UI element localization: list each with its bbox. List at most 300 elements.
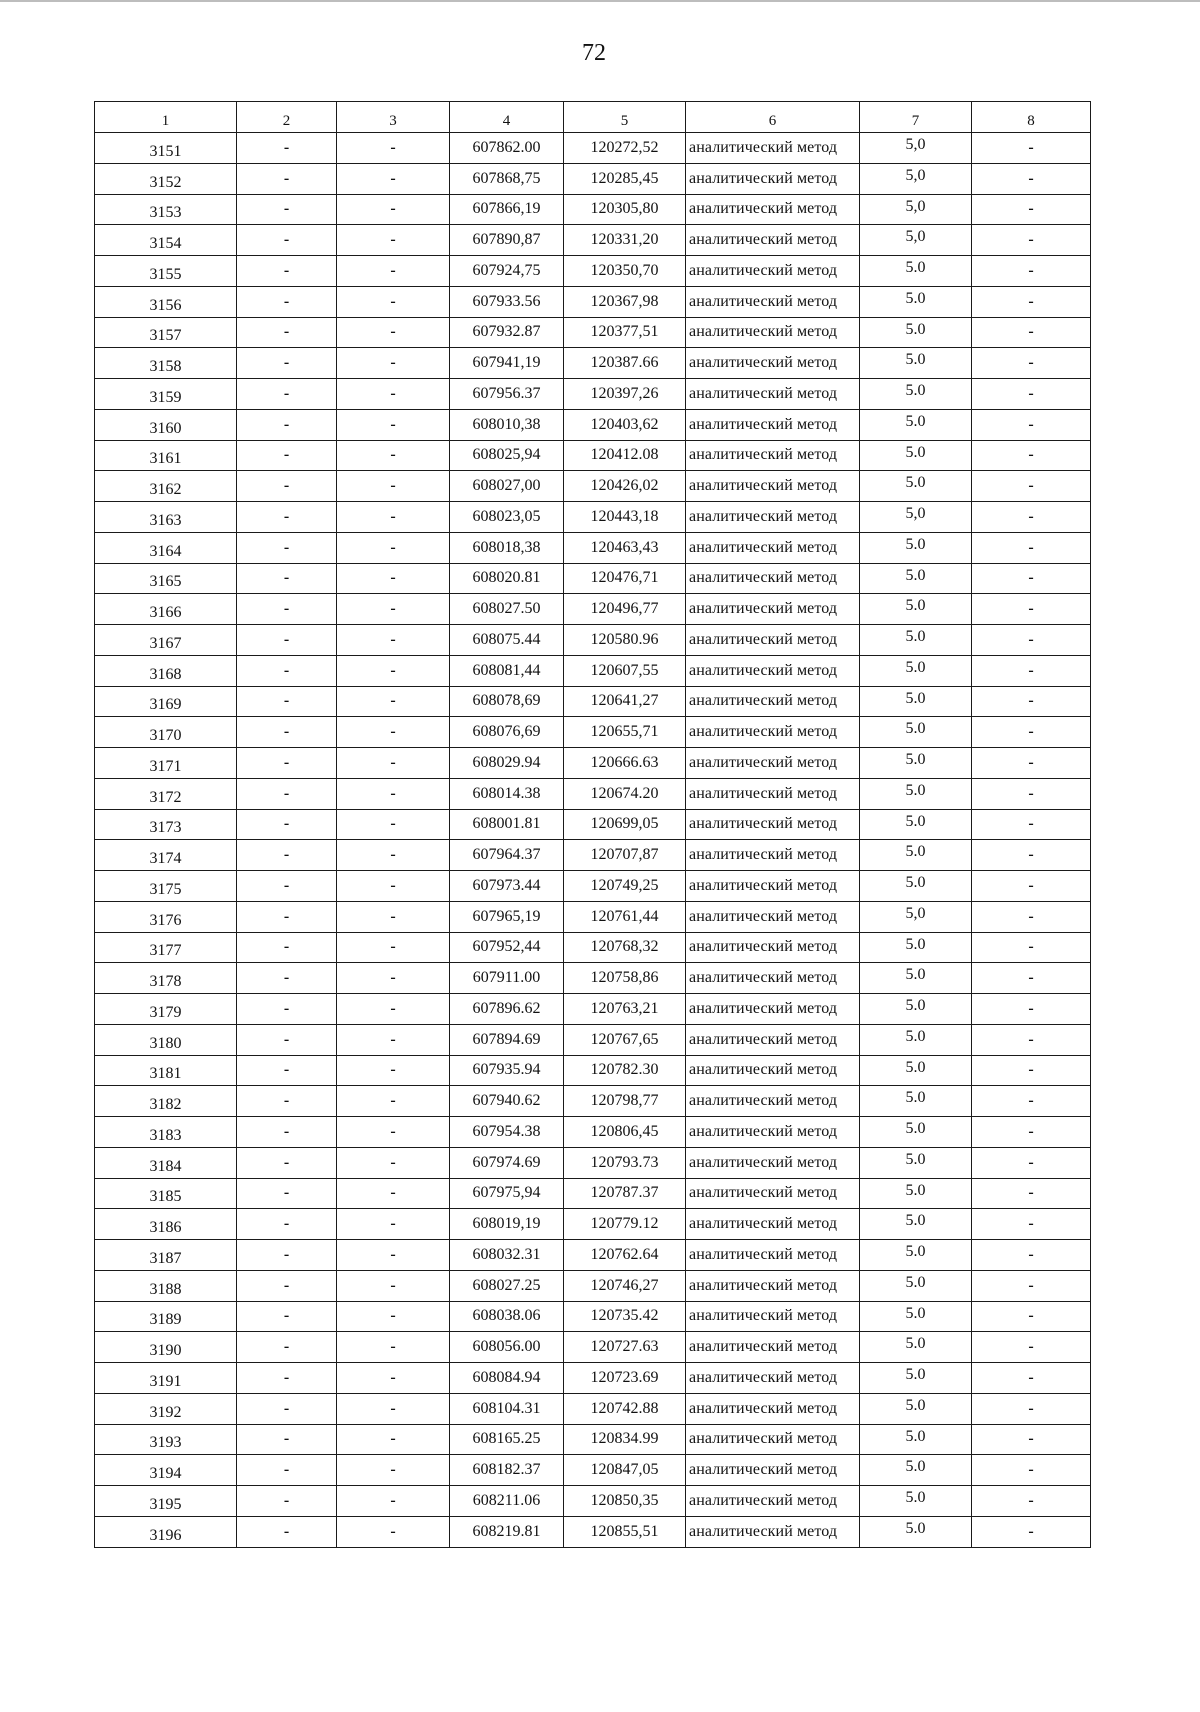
method-cell: аналитический метод	[686, 1055, 860, 1086]
x-coordinate-cell: 608078,69	[450, 686, 564, 717]
y-coordinate-cell: 120746,27	[564, 1270, 686, 1301]
page-top-border	[0, 0, 1200, 2]
accuracy-cell: 5.0	[860, 1516, 972, 1547]
point-number-cell: 3194	[95, 1455, 237, 1486]
method-cell: аналитический метод	[686, 1240, 860, 1271]
table-body	[95, 133, 1091, 1548]
col2-cell: -	[237, 1332, 337, 1363]
y-coordinate-cell: 120735.42	[564, 1301, 686, 1332]
x-coordinate-cell: 607933.56	[450, 286, 564, 317]
col8-cell: -	[972, 809, 1091, 840]
x-coordinate-cell: 608019,19	[450, 1209, 564, 1240]
col3-cell: -	[337, 1516, 450, 1547]
accuracy-cell: 5.0	[860, 655, 972, 686]
y-coordinate-cell: 120426,02	[564, 471, 686, 502]
accuracy-cell: 5.0	[860, 563, 972, 594]
col8-cell: -	[972, 532, 1091, 563]
col8-cell: -	[972, 286, 1091, 317]
table-row	[95, 1455, 1091, 1486]
table-row	[95, 840, 1091, 871]
col3-cell: -	[337, 871, 450, 902]
y-coordinate-cell: 120496,77	[564, 594, 686, 625]
x-coordinate-cell: 608010,38	[450, 409, 564, 440]
point-number-cell: 3189	[95, 1301, 237, 1332]
method-cell: аналитический метод	[686, 1455, 860, 1486]
x-coordinate-cell: 607862.00	[450, 133, 564, 164]
y-coordinate-cell: 120607,55	[564, 655, 686, 686]
col8-cell: -	[972, 1024, 1091, 1055]
col8-cell: -	[972, 256, 1091, 287]
method-cell: аналитический метод	[686, 963, 860, 994]
col2-cell: -	[237, 286, 337, 317]
col3-cell: -	[337, 440, 450, 471]
method-cell: аналитический метод	[686, 1209, 860, 1240]
col8-cell: -	[972, 1455, 1091, 1486]
table-row	[95, 133, 1091, 164]
col2-cell: -	[237, 1240, 337, 1271]
col8-cell: -	[972, 379, 1091, 410]
col8-cell: -	[972, 778, 1091, 809]
y-coordinate-cell: 120834.99	[564, 1424, 686, 1455]
method-cell: аналитический метод	[686, 317, 860, 348]
col8-cell: -	[972, 1301, 1091, 1332]
x-coordinate-cell: 608081,44	[450, 655, 564, 686]
table-row	[95, 1055, 1091, 1086]
col2-cell: -	[237, 625, 337, 656]
x-coordinate-cell: 607911.00	[450, 963, 564, 994]
col2-cell: -	[237, 686, 337, 717]
point-number-cell: 3179	[95, 994, 237, 1025]
table-row	[95, 1147, 1091, 1178]
method-cell: аналитический метод	[686, 440, 860, 471]
point-number-cell: 3155	[95, 256, 237, 287]
col8-cell: -	[972, 840, 1091, 871]
col8-cell: -	[972, 409, 1091, 440]
col3-cell: -	[337, 563, 450, 594]
x-coordinate-cell: 608023,05	[450, 502, 564, 533]
col2-cell: -	[237, 1301, 337, 1332]
y-coordinate-cell: 120761,44	[564, 901, 686, 932]
method-cell: аналитический метод	[686, 686, 860, 717]
accuracy-cell: 5.0	[860, 1055, 972, 1086]
col8-cell: -	[972, 655, 1091, 686]
x-coordinate-cell: 608182.37	[450, 1455, 564, 1486]
x-coordinate-cell: 608032.31	[450, 1240, 564, 1271]
col8-cell: -	[972, 1270, 1091, 1301]
col2-cell: -	[237, 163, 337, 194]
column-header: 3	[337, 102, 450, 133]
col8-cell: -	[972, 348, 1091, 379]
col2-cell: -	[237, 901, 337, 932]
col3-cell: -	[337, 1424, 450, 1455]
point-number-cell: 3190	[95, 1332, 237, 1363]
method-cell: аналитический метод	[686, 1117, 860, 1148]
col2-cell: -	[237, 1117, 337, 1148]
method-cell: аналитический метод	[686, 1147, 860, 1178]
table-row	[95, 1270, 1091, 1301]
x-coordinate-cell: 608084.94	[450, 1363, 564, 1394]
accuracy-cell: 5.0	[860, 840, 972, 871]
point-number-cell: 3156	[95, 286, 237, 317]
col2-cell: -	[237, 748, 337, 779]
point-number-cell: 3165	[95, 563, 237, 594]
col3-cell: -	[337, 1332, 450, 1363]
y-coordinate-cell: 120798,77	[564, 1086, 686, 1117]
accuracy-cell: 5.0	[860, 532, 972, 563]
col2-cell: -	[237, 440, 337, 471]
y-coordinate-cell: 120782.30	[564, 1055, 686, 1086]
col8-cell: -	[972, 563, 1091, 594]
col3-cell: -	[337, 994, 450, 1025]
table-row	[95, 625, 1091, 656]
accuracy-cell: 5.0	[860, 1332, 972, 1363]
col2-cell: -	[237, 471, 337, 502]
method-cell: аналитический метод	[686, 1086, 860, 1117]
x-coordinate-cell: 608219.81	[450, 1516, 564, 1547]
col8-cell: -	[972, 901, 1091, 932]
y-coordinate-cell: 120367,98	[564, 286, 686, 317]
point-number-cell: 3161	[95, 440, 237, 471]
y-coordinate-cell: 120787.37	[564, 1178, 686, 1209]
table-row	[95, 1516, 1091, 1547]
table-row	[95, 379, 1091, 410]
accuracy-cell: 5.0	[860, 1486, 972, 1517]
accuracy-cell: 5.0	[860, 1455, 972, 1486]
col3-cell: -	[337, 1486, 450, 1517]
col2-cell: -	[237, 1086, 337, 1117]
point-number-cell: 3178	[95, 963, 237, 994]
y-coordinate-cell: 120443,18	[564, 502, 686, 533]
point-number-cell: 3183	[95, 1117, 237, 1148]
table-row	[95, 440, 1091, 471]
col2-cell: -	[237, 1516, 337, 1547]
y-coordinate-cell: 120463,43	[564, 532, 686, 563]
col2-cell: -	[237, 1486, 337, 1517]
accuracy-cell: 5.0	[860, 1147, 972, 1178]
col8-cell: -	[972, 1486, 1091, 1517]
y-coordinate-cell: 120742.88	[564, 1393, 686, 1424]
col8-cell: -	[972, 1363, 1091, 1394]
y-coordinate-cell: 120397,26	[564, 379, 686, 410]
x-coordinate-cell: 608104.31	[450, 1393, 564, 1424]
column-header: 5	[564, 102, 686, 133]
col3-cell: -	[337, 778, 450, 809]
point-number-cell: 3162	[95, 471, 237, 502]
point-number-cell: 3193	[95, 1424, 237, 1455]
y-coordinate-cell: 120350,70	[564, 256, 686, 287]
table-row	[95, 1424, 1091, 1455]
x-coordinate-cell: 607940.62	[450, 1086, 564, 1117]
accuracy-cell: 5.0	[860, 1209, 972, 1240]
y-coordinate-cell: 120305,80	[564, 194, 686, 225]
col3-cell: -	[337, 502, 450, 533]
accuracy-cell: 5.0	[860, 440, 972, 471]
method-cell: аналитический метод	[686, 133, 860, 164]
method-cell: аналитический метод	[686, 502, 860, 533]
col8-cell: -	[972, 440, 1091, 471]
col3-cell: -	[337, 532, 450, 563]
col8-cell: -	[972, 1393, 1091, 1424]
y-coordinate-cell: 120707,87	[564, 840, 686, 871]
method-cell: аналитический метод	[686, 563, 860, 594]
col3-cell: -	[337, 1240, 450, 1271]
table-row	[95, 225, 1091, 256]
col8-cell: -	[972, 686, 1091, 717]
y-coordinate-cell: 120758,86	[564, 963, 686, 994]
col3-cell: -	[337, 471, 450, 502]
table-row	[95, 163, 1091, 194]
point-number-cell: 3187	[95, 1240, 237, 1271]
method-cell: аналитический метод	[686, 655, 860, 686]
col3-cell: -	[337, 1147, 450, 1178]
table-row	[95, 901, 1091, 932]
column-header: 8	[972, 102, 1091, 133]
method-cell: аналитический метод	[686, 625, 860, 656]
accuracy-cell: 5.0	[860, 994, 972, 1025]
col2-cell: -	[237, 1455, 337, 1486]
point-number-cell: 3196	[95, 1516, 237, 1547]
method-cell: аналитический метод	[686, 809, 860, 840]
table-row	[95, 1301, 1091, 1332]
y-coordinate-cell: 120476,71	[564, 563, 686, 594]
col2-cell: -	[237, 317, 337, 348]
col8-cell: -	[972, 994, 1091, 1025]
col3-cell: -	[337, 348, 450, 379]
table-row	[95, 348, 1091, 379]
y-coordinate-cell: 120749,25	[564, 871, 686, 902]
table-row	[95, 1209, 1091, 1240]
accuracy-cell: 5.0	[860, 1086, 972, 1117]
col8-cell: -	[972, 1086, 1091, 1117]
col3-cell: -	[337, 809, 450, 840]
accuracy-cell: 5.0	[860, 471, 972, 502]
method-cell: аналитический метод	[686, 1363, 860, 1394]
col3-cell: -	[337, 594, 450, 625]
col8-cell: -	[972, 1117, 1091, 1148]
method-cell: аналитический метод	[686, 1024, 860, 1055]
column-header: 2	[237, 102, 337, 133]
col3-cell: -	[337, 901, 450, 932]
x-coordinate-cell: 608165.25	[450, 1424, 564, 1455]
col3-cell: -	[337, 1117, 450, 1148]
method-cell: аналитический метод	[686, 194, 860, 225]
accuracy-cell: 5.0	[860, 871, 972, 902]
table-row	[95, 1117, 1091, 1148]
x-coordinate-cell: 608056.00	[450, 1332, 564, 1363]
method-cell: аналитический метод	[686, 748, 860, 779]
point-number-cell: 3166	[95, 594, 237, 625]
col2-cell: -	[237, 133, 337, 164]
col2-cell: -	[237, 871, 337, 902]
table-row	[95, 1024, 1091, 1055]
point-number-cell: 3153	[95, 194, 237, 225]
col2-cell: -	[237, 1209, 337, 1240]
point-number-cell: 3154	[95, 225, 237, 256]
table-header	[95, 102, 1091, 133]
method-cell: аналитический метод	[686, 994, 860, 1025]
col3-cell: -	[337, 655, 450, 686]
col2-cell: -	[237, 563, 337, 594]
y-coordinate-cell: 120723.69	[564, 1363, 686, 1394]
x-coordinate-cell: 608018,38	[450, 532, 564, 563]
col3-cell: -	[337, 1024, 450, 1055]
x-coordinate-cell: 608001.81	[450, 809, 564, 840]
col2-cell: -	[237, 655, 337, 686]
col3-cell: -	[337, 1393, 450, 1424]
y-coordinate-cell: 120580.96	[564, 625, 686, 656]
point-number-cell: 3151	[95, 133, 237, 164]
y-coordinate-cell: 120272,52	[564, 133, 686, 164]
point-number-cell: 3169	[95, 686, 237, 717]
table-row	[95, 594, 1091, 625]
col8-cell: -	[972, 1332, 1091, 1363]
col8-cell: -	[972, 471, 1091, 502]
y-coordinate-cell: 120779.12	[564, 1209, 686, 1240]
x-coordinate-cell: 608027.50	[450, 594, 564, 625]
y-coordinate-cell: 120377,51	[564, 317, 686, 348]
col3-cell: -	[337, 1455, 450, 1486]
method-cell: аналитический метод	[686, 1424, 860, 1455]
x-coordinate-cell: 607973.44	[450, 871, 564, 902]
table-row	[95, 748, 1091, 779]
y-coordinate-cell: 120806,45	[564, 1117, 686, 1148]
y-coordinate-cell: 120763,21	[564, 994, 686, 1025]
col8-cell: -	[972, 133, 1091, 164]
accuracy-cell: 5.0	[860, 1117, 972, 1148]
x-coordinate-cell: 607941,19	[450, 348, 564, 379]
x-coordinate-cell: 608076,69	[450, 717, 564, 748]
y-coordinate-cell: 120768,32	[564, 932, 686, 963]
method-cell: аналитический метод	[686, 532, 860, 563]
point-number-cell: 3182	[95, 1086, 237, 1117]
y-coordinate-cell: 120850,35	[564, 1486, 686, 1517]
point-number-cell: 3170	[95, 717, 237, 748]
x-coordinate-cell: 607974.69	[450, 1147, 564, 1178]
method-cell: аналитический метод	[686, 1332, 860, 1363]
method-cell: аналитический метод	[686, 871, 860, 902]
col2-cell: -	[237, 1178, 337, 1209]
x-coordinate-cell: 608025,94	[450, 440, 564, 471]
accuracy-cell: 5.0	[860, 1301, 972, 1332]
accuracy-cell: 5,0	[860, 163, 972, 194]
col2-cell: -	[237, 1393, 337, 1424]
accuracy-cell: 5.0	[860, 256, 972, 287]
col2-cell: -	[237, 932, 337, 963]
col3-cell: -	[337, 963, 450, 994]
table-row	[95, 409, 1091, 440]
point-number-cell: 3164	[95, 532, 237, 563]
column-header: 4	[450, 102, 564, 133]
y-coordinate-cell: 120793.73	[564, 1147, 686, 1178]
accuracy-cell: 5,0	[860, 901, 972, 932]
method-cell: аналитический метод	[686, 932, 860, 963]
point-number-cell: 3174	[95, 840, 237, 871]
col3-cell: -	[337, 1301, 450, 1332]
col2-cell: -	[237, 502, 337, 533]
x-coordinate-cell: 607954.38	[450, 1117, 564, 1148]
col3-cell: -	[337, 1209, 450, 1240]
method-cell: аналитический метод	[686, 1178, 860, 1209]
method-cell: аналитический метод	[686, 348, 860, 379]
point-number-cell: 3173	[95, 809, 237, 840]
col2-cell: -	[237, 532, 337, 563]
point-number-cell: 3184	[95, 1147, 237, 1178]
table-row	[95, 1086, 1091, 1117]
x-coordinate-cell: 607965,19	[450, 901, 564, 932]
point-number-cell: 3177	[95, 932, 237, 963]
method-cell: аналитический метод	[686, 225, 860, 256]
table-row	[95, 778, 1091, 809]
x-coordinate-cell: 607952,44	[450, 932, 564, 963]
accuracy-cell: 5.0	[860, 686, 972, 717]
accuracy-cell: 5,0	[860, 502, 972, 533]
x-coordinate-cell: 607868,75	[450, 163, 564, 194]
point-number-cell: 3160	[95, 409, 237, 440]
col8-cell: -	[972, 1209, 1091, 1240]
y-coordinate-cell: 120674.20	[564, 778, 686, 809]
method-cell: аналитический метод	[686, 163, 860, 194]
col8-cell: -	[972, 625, 1091, 656]
point-number-cell: 3171	[95, 748, 237, 779]
col2-cell: -	[237, 225, 337, 256]
x-coordinate-cell: 608020.81	[450, 563, 564, 594]
point-number-cell: 3176	[95, 901, 237, 932]
method-cell: аналитический метод	[686, 1516, 860, 1547]
col2-cell: -	[237, 994, 337, 1025]
col2-cell: -	[237, 778, 337, 809]
col2-cell: -	[237, 809, 337, 840]
x-coordinate-cell: 607866,19	[450, 194, 564, 225]
method-cell: аналитический метод	[686, 778, 860, 809]
accuracy-cell: 5.0	[860, 932, 972, 963]
point-number-cell: 3181	[95, 1055, 237, 1086]
y-coordinate-cell: 120641,27	[564, 686, 686, 717]
point-number-cell: 3159	[95, 379, 237, 410]
col3-cell: -	[337, 717, 450, 748]
method-cell: аналитический метод	[686, 594, 860, 625]
y-coordinate-cell: 120855,51	[564, 1516, 686, 1547]
col2-cell: -	[237, 717, 337, 748]
accuracy-cell: 5.0	[860, 1024, 972, 1055]
col3-cell: -	[337, 1086, 450, 1117]
col3-cell: -	[337, 1270, 450, 1301]
accuracy-cell: 5.0	[860, 409, 972, 440]
method-cell: аналитический метод	[686, 379, 860, 410]
table-row	[95, 317, 1091, 348]
table-row	[95, 686, 1091, 717]
x-coordinate-cell: 608029.94	[450, 748, 564, 779]
y-coordinate-cell: 120762.64	[564, 1240, 686, 1271]
method-cell: аналитический метод	[686, 1393, 860, 1424]
method-cell: аналитический метод	[686, 471, 860, 502]
table-row	[95, 1240, 1091, 1271]
point-number-cell: 3152	[95, 163, 237, 194]
col3-cell: -	[337, 163, 450, 194]
col3-cell: -	[337, 748, 450, 779]
point-number-cell: 3157	[95, 317, 237, 348]
col3-cell: -	[337, 840, 450, 871]
col8-cell: -	[972, 1516, 1091, 1547]
table-row	[95, 532, 1091, 563]
y-coordinate-cell: 120847,05	[564, 1455, 686, 1486]
accuracy-cell: 5.0	[860, 379, 972, 410]
col2-cell: -	[237, 840, 337, 871]
col8-cell: -	[972, 1147, 1091, 1178]
y-coordinate-cell: 120655,71	[564, 717, 686, 748]
x-coordinate-cell: 608027,00	[450, 471, 564, 502]
accuracy-cell: 5.0	[860, 286, 972, 317]
table-row	[95, 563, 1091, 594]
